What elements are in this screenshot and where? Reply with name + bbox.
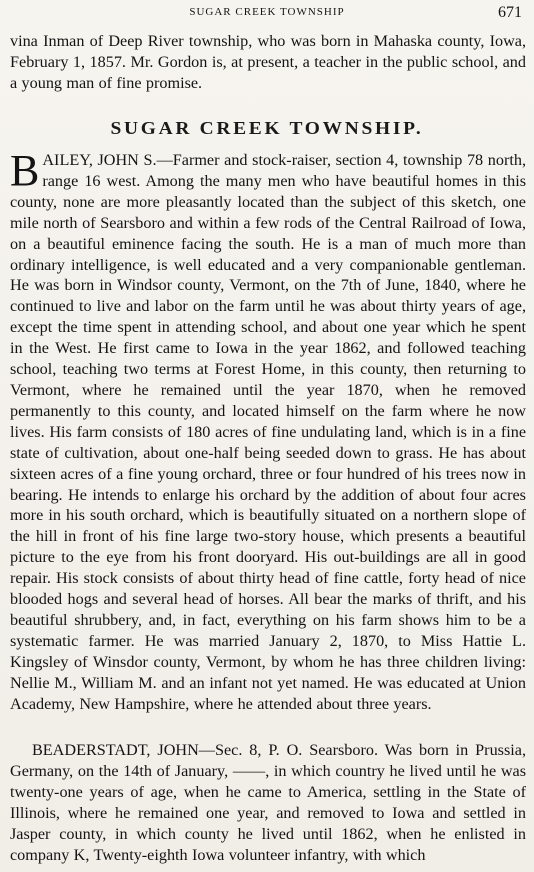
entry-beaderstadt <box>10 740 526 865</box>
entry-name: AILEY, JOHN S. <box>42 151 157 169</box>
drop-cap: B <box>10 146 40 195</box>
entry-name: BEADERSTADT, JOHN <box>32 741 199 759</box>
running-header <box>0 4 534 22</box>
page-number: 671 <box>498 4 522 21</box>
section-heading: SUGAR CREEK TOWNSHIP. <box>110 118 424 138</box>
intro-paragraph: vina Inman of Deep River township, who was born in Mahaska county, Iowa, February 1, 1857. Mr. Gordon is, at present, a teacher in the public school, and a young man of fine promise. <box>10 32 526 92</box>
entry-text: —Farmer and stock-raiser, section 4, township 78 north, range 16 west. Among the many men who have beautiful homes in this county, none are more pleasantly located than the subject of this sketch, one mile north of Searsboro and within a few rods of the Central Railroad of Iowa, on a beautiful eminence facing the south. He is a man of much more than ordinary intelligence, is well educated and a very companionable gentleman. He was born in Windsor county, Vermont, on the 7th of June, 1840, where he continued to live and labor on the farm until he was about thirty years of age, except the time spent in attending school, and about one year which he spent in the West. He first came to Iowa in the year 1862, and followed teaching school, teaching two terms at Forest Home, in this county, then returning to Vermont, where he remained until the year 1870, when he removed permanently to this county, and located himself on the farm where he now lives. His farm consists of 180 acres of fine undulating land, which is in a fine state of cultivation, about one-half being seeded down to grass. He has about sixteen acres of a fine young orchard, three or four hundred of his trees now in bearing. He intends to enlarge his orchard by the addition of about four acres more in his south orchard, which is beautifully situated on a northern slope of the hill in front of his fine large two-story house, which presents a beautiful picture to the eye from his front dooryard. His out-buildings are all in good repair. His stock consists of about thirty head of fine cattle, forty head of nice blooded hogs and several head of horses. All bear the marks of thrift, and his beautiful shrubbery, and, in fact, everything on his farm shows him to be a systematic farmer. He was married January 2, 1870, to Miss Hattie L. Kingsley of Winsdor county, Vermont, by whom he has three children living: Nellie M., William M. and an infant not yet named. He was educated at Union Academy, New Hampshire, where he attended about three years. <box>10 151 526 713</box>
running-title: SUGAR CREEK TOWNSHIP <box>189 6 345 18</box>
entry-text: —Sec. 8, P. O. Searsboro. Was born in Prussia, Germany, on the 14th of January, ——, in which country he lived until he was twenty-one years of age, when he came to America, settling in the State of Illinois, where he remained one year, and removed to Iowa and settled in Jasper county, in which county he lived until 1862, when he enlisted in company K, Twenty-eighth Iowa volunteer infantry, with which <box>10 741 526 864</box>
entry-bailey <box>10 146 526 714</box>
